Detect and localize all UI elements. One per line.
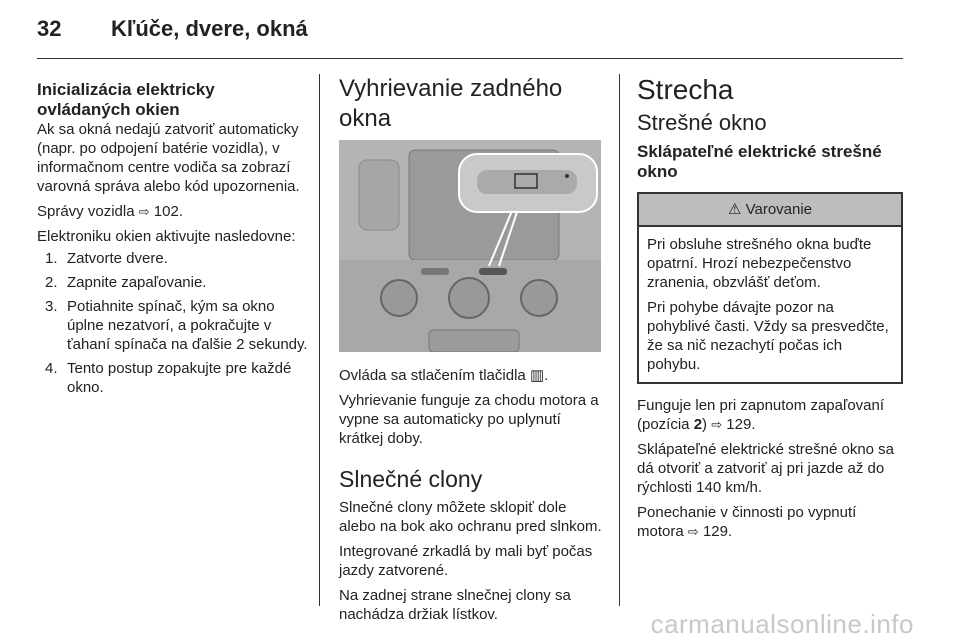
column-divider <box>619 74 620 606</box>
column-1 <box>37 74 309 402</box>
warning-icon: ⚠ <box>727 201 742 218</box>
subsubsection-heading: Sklápateľné elektrické strešné okno <box>637 142 882 181</box>
dashboard-drawing <box>339 140 601 352</box>
paragraph: Sklápateľné elektrické strešné okno sa dá otvoriť a zatvoriť aj pri jazde až do rýchlosti 140 km/h. <box>637 441 895 496</box>
dashboard-illustration <box>339 140 601 352</box>
paragraph: Ovláda sa stlačením tlačidla ▥. <box>339 367 549 384</box>
list-item: 3. Potiahnite spínač, kým sa okno úplne nezatvorí, a pokračujte v ťahaní spínača na ďalšie 2 sekundy. <box>45 298 308 353</box>
column-3 <box>637 74 903 547</box>
section-heading: Strecha <box>637 74 734 105</box>
reference-arrow-icon: ⇨ <box>711 417 723 432</box>
page-reference: 129. <box>726 416 756 433</box>
list-item: 2. Zapnite zapaľovanie. <box>45 274 207 291</box>
paragraph: Elektroniku okien aktivujte nasledovne: <box>37 228 296 245</box>
paragraph: Pri obsluhe strešného okna buďte opatrní. Hrozí nebezpečenstvo zranenia, obzvlášť deťom. <box>647 236 872 291</box>
section-heading: Slnečné clony <box>339 466 483 492</box>
page-header <box>37 16 308 42</box>
section-heading: Inicializácia elektricky ovládaných okien <box>37 80 215 119</box>
steps-list <box>37 249 309 397</box>
warning-body <box>639 227 901 382</box>
paragraph: Ponechanie v činnosti po vypnutí motora ⇨ 129. <box>637 504 857 540</box>
paragraph: Funguje len pri zapnutom zapaľovaní (pozícia 2) ⇨ 129. <box>637 397 885 433</box>
page-reference: 102. <box>153 203 183 220</box>
subsection-heading: Strešné okno <box>637 110 767 135</box>
section-heading: Vyhrievanie zadného okna <box>339 75 563 132</box>
paragraph: Vyhrievanie funguje za chodu motora a vypne sa automaticky po uplynutí krátkej doby. <box>339 392 599 447</box>
paragraph: Na zadnej strane slnečnej clony sa nachádza držiak lístkov. <box>339 587 571 623</box>
paragraph: Pri pohybe dávajte pozor na pohyblivé časti. Vždy sa presvedčte, že sa nič nezachytí počas ich pohybu. <box>647 299 889 373</box>
page-title: Kľúče, dvere, okná <box>111 16 308 41</box>
reference-arrow-icon: ⇨ <box>138 204 150 219</box>
paragraph: Integrované zrkadlá by mali byť počas jazdy zatvorené. <box>339 543 593 579</box>
column-divider <box>319 74 320 606</box>
paragraph: Slnečné clony môžete sklopiť dole alebo na bok ako ochranu pred slnkom. <box>339 499 602 535</box>
page-number: 32 <box>37 16 62 41</box>
watermark: carmanualsonline.info <box>650 609 914 639</box>
list-item: 4. Tento postup zopakujte pre každé okno. <box>45 360 292 396</box>
warning-box <box>637 192 903 384</box>
paragraph: Ak sa okná nedajú zatvoriť automaticky (napr. po odpojení batérie vozidla), v informačnom centre vodiča sa zobrazí varovná správa alebo kód upozornenia. <box>37 121 300 195</box>
warning-title: ⚠ Varovanie <box>639 194 901 227</box>
rear-window-heater-icon: ▥ <box>529 367 545 384</box>
list-item: 1. Zatvorte dvere. <box>45 250 168 267</box>
column-2 <box>339 74 605 630</box>
reference-arrow-icon: ⇨ <box>687 524 699 539</box>
paragraph: Správy vozidla ⇨ 102. <box>37 203 183 220</box>
page-reference: 129. <box>702 523 733 540</box>
header-rule <box>37 58 903 59</box>
